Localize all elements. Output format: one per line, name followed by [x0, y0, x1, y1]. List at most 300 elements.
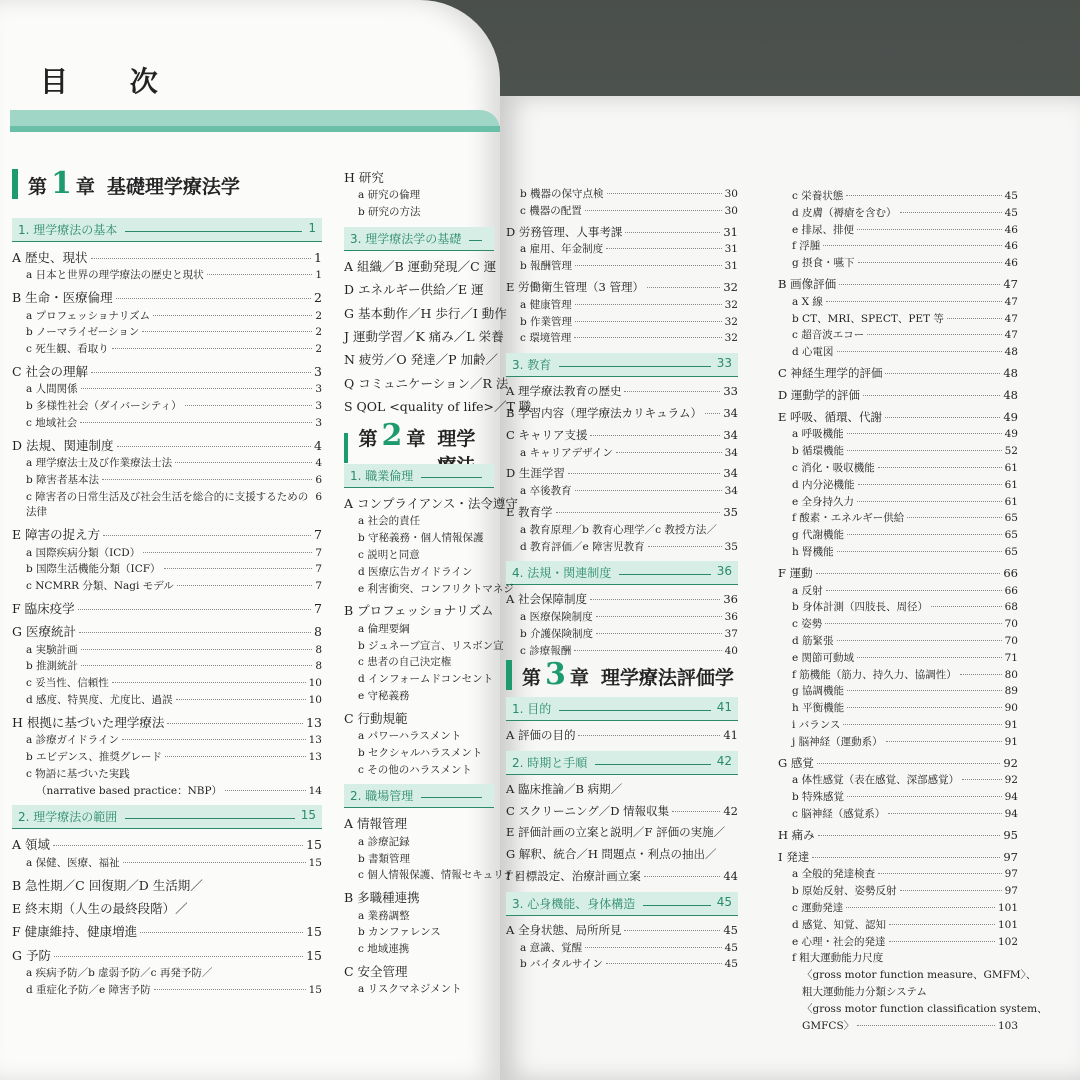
leader-dots: [578, 735, 720, 736]
page-number: 68: [1004, 601, 1018, 614]
leader-dots: [91, 258, 312, 259]
entry-label: S QOL <quality of life>／T 職: [344, 399, 532, 415]
leader-dots: [888, 813, 1001, 814]
page-number: 35: [724, 540, 738, 553]
page-number: 7: [315, 580, 322, 593]
entry-label: c 説明と同意: [358, 548, 420, 561]
toc-sub-entry: [12, 766, 322, 783]
leader-dots: [847, 433, 1002, 434]
entry-label: j 脳神経（運動系）: [792, 735, 883, 748]
page-number: 2: [315, 343, 322, 356]
leader-dots: [164, 568, 313, 569]
page-number: 45: [723, 922, 738, 937]
leader-dots: [847, 450, 1002, 451]
entry-label: B 画像評価: [778, 276, 837, 291]
toc-sub-entry: [778, 633, 1018, 650]
leader-dots: [177, 585, 313, 586]
page-number: 33: [723, 384, 738, 399]
toc-sub-entry: [778, 327, 1018, 344]
toc-main-entry: [506, 727, 738, 745]
toc-sub-entry: [344, 547, 494, 564]
leader-dots: [575, 304, 722, 305]
entry-label: A 組織／B 運動発現／C 運: [344, 258, 497, 274]
toc-column-4: [778, 188, 1048, 1034]
entry-label: d 皮膚（褥瘡を含む）: [792, 206, 897, 219]
page-number: 2: [315, 326, 322, 339]
page-number: 4: [315, 457, 322, 470]
toc-sub-entry: [506, 241, 738, 258]
entry-label: e 心理・社会的発達: [792, 935, 886, 948]
entry-label: F 運動: [778, 565, 813, 580]
page-number: 1: [315, 269, 322, 282]
entry-label: D 運動学的評価: [778, 387, 860, 402]
toc-sub-entry: [344, 941, 494, 958]
entry-label: a 全般的発達検査: [792, 868, 876, 881]
section-page: 36: [716, 564, 732, 579]
leader-dots: [122, 739, 306, 740]
toc-sub-entry: [778, 494, 1018, 511]
entry-label: b 推測統計: [26, 660, 79, 673]
page-number: 31: [724, 260, 738, 273]
toc-main-entry: [778, 387, 1018, 405]
section-title: 3. 心身機能、身体構造: [512, 896, 636, 911]
page-number: 15: [306, 837, 322, 853]
entry-label: b 介護保険制度: [520, 628, 594, 641]
toc-sub-entry: [12, 675, 322, 692]
toc-sub-entry: [506, 539, 738, 556]
entry-label: f 酸素・エネルギー供給: [792, 512, 905, 525]
toc-sub-entry: [778, 789, 1018, 806]
entry-label: 粗大運動能力分類システム: [802, 985, 927, 998]
toc-sub-entry: [778, 238, 1018, 255]
leader-dots: [556, 512, 721, 513]
entry-label: a 疾病予防／b 虚弱予防／c 再発予防／: [26, 967, 213, 980]
toc-main-entry: [12, 248, 322, 267]
entry-label: c 障害者の日常生活及び社会生活を総合的に支援するための法律: [26, 490, 309, 519]
section-page: 45: [716, 894, 732, 909]
entry-label: a 呼吸機能: [792, 428, 844, 441]
entry-label: c 運動発達: [792, 902, 844, 914]
chapter-1-heading: [12, 160, 322, 209]
toc-sub-entry: [778, 772, 1018, 789]
entry-label: a キャリアデザイン: [520, 446, 613, 459]
entry-label: c NCMRR 分類、Nagi モデル: [26, 580, 174, 593]
entry-label: e 排尿、排便: [792, 223, 855, 236]
chapter-prefix: 第: [358, 428, 378, 450]
entry-label: a 理学療法士及び作業療法士法: [26, 457, 173, 470]
toc-column-3: [506, 186, 738, 660]
entry-label: H 痛み: [778, 827, 815, 842]
leader-dots: [816, 573, 1001, 574]
toc-main-entry: [344, 709, 494, 728]
entry-label: B 生命・医療倫理: [12, 290, 113, 306]
entry-label: a 雇用、年金制度: [520, 243, 604, 256]
entry-label: b 特殊感覚: [792, 791, 845, 804]
page-number: 41: [723, 728, 738, 742]
section-title: 1. 目的: [512, 702, 552, 716]
entry-label: C 神経生理学的評価: [778, 365, 883, 380]
entry-label: a 社会的責任: [358, 515, 421, 528]
toc-main-entry: [12, 622, 322, 641]
page-number: 49: [1003, 409, 1018, 424]
toc-sub-entry: [778, 443, 1018, 460]
toc-sub-entry: [12, 965, 322, 982]
page-number: 7: [314, 600, 322, 616]
page-number: 32: [724, 298, 738, 311]
toc-sub-entry: [778, 917, 1018, 934]
section-title: 4. 法規・関連制度: [512, 566, 612, 581]
leader-dots: [585, 210, 722, 211]
chapter-bar: [12, 169, 18, 199]
page-number: 94: [1004, 791, 1018, 804]
page-number: 42: [723, 803, 738, 818]
entry-label: A 領域: [12, 837, 51, 853]
section-rule: [125, 221, 302, 232]
leader-dots: [839, 284, 1000, 285]
section-rule: [421, 467, 482, 478]
leader-dots: [606, 248, 722, 249]
leader-dots: [81, 388, 313, 389]
entry-label: c 環境管理: [520, 332, 572, 345]
entry-label: c 診療報酬: [520, 644, 572, 657]
toc-sub-entry: [778, 460, 1018, 477]
entry-label: a 体性感覚（表在感覚、深部感覚）: [792, 774, 960, 787]
toc-main-entry: [506, 405, 738, 423]
toc-sub-entry: [778, 188, 1018, 205]
toc-sub-entry: [778, 205, 1018, 222]
leader-dots: [812, 857, 1000, 858]
page-number: 3: [315, 383, 322, 396]
entry-label: A 臨床推論／B 病期／: [506, 781, 623, 796]
page-number: 46: [1004, 240, 1018, 253]
page-number: 48: [1003, 365, 1018, 380]
toc-sub-entry: [12, 489, 322, 522]
entry-label: A 全身状態、局所所見: [506, 922, 622, 937]
entry-label: a 診療記録: [358, 835, 410, 848]
page-number: 91: [1004, 735, 1018, 748]
entry-label: e 全身持久力: [792, 495, 855, 508]
leader-dots: [78, 609, 311, 610]
page-number: 15: [308, 983, 322, 996]
page-number: 48: [1003, 387, 1018, 402]
toc-main-entry: [12, 525, 322, 544]
leader-dots: [960, 674, 1002, 675]
entry-label: D 労務管理、人事考課: [506, 224, 623, 239]
toc-entry: [344, 280, 494, 299]
toc-main-entry: [344, 168, 494, 187]
page-number: 66: [1003, 565, 1018, 580]
entry-label: a 人間関係: [26, 383, 78, 396]
toc-sub-entry: [344, 728, 494, 745]
toc-sub-entry: [778, 1018, 1018, 1035]
entry-label: b 書類管理: [358, 852, 411, 865]
leader-dots: [867, 334, 1001, 335]
toc-sub-entry: [778, 934, 1018, 951]
right-page: [500, 96, 1080, 1080]
page-number: 97: [1004, 885, 1018, 898]
chapter-bar: [506, 660, 512, 690]
toc-sub-entry: [506, 258, 738, 275]
leader-dots: [103, 535, 311, 536]
toc-main-entry: [12, 713, 322, 732]
chapter-number: 1: [51, 166, 72, 201]
leader-dots: [846, 195, 1001, 196]
entry-label: 〈gross motor function measure、GMFM〉、: [802, 969, 1037, 982]
toc-sub-entry: [778, 734, 1018, 751]
toc-sub-entry: [344, 688, 494, 705]
entry-label: c 死生観、看取り: [26, 343, 109, 356]
chapter-title: 理学療法評価学: [600, 667, 734, 689]
entry-label: c 地域連携: [358, 943, 410, 956]
toc-sub-entry: [778, 900, 1018, 917]
leader-dots: [648, 546, 722, 547]
leader-dots: [886, 741, 1002, 742]
entry-label: b 多様性社会（ダイバーシティ）: [26, 400, 182, 413]
page-number: 40: [724, 644, 738, 657]
page-number: 3: [314, 363, 322, 379]
entry-label: Q コミュニケーション／R 法: [344, 375, 509, 391]
chapter-number: 2: [381, 418, 403, 453]
entry-label: b ノーマライゼーション: [26, 326, 140, 339]
entry-label: D 法規、関連制度: [12, 437, 114, 453]
entry-label: E 教育学: [506, 505, 553, 520]
toc-main-entry: [506, 465, 738, 483]
section-rule: [421, 787, 482, 798]
entry-label: b 機器の保守点検: [520, 188, 604, 200]
page-number: 45: [724, 941, 738, 954]
chapter-title: 理学: [437, 428, 476, 450]
page-number: 66: [1004, 584, 1018, 597]
entry-label: G 基本動作／H 歩行／I 動作: [344, 305, 507, 321]
toc-sub-entry: [344, 762, 494, 779]
entry-label: c 地域社会: [26, 416, 78, 429]
leader-dots: [847, 707, 1002, 708]
leader-dots: [885, 373, 1000, 374]
entry-label: e 利害衝突、コンフリクトマネジ: [358, 582, 514, 595]
page-number: 34: [724, 446, 738, 459]
page-number: 65: [1004, 512, 1018, 525]
section-header: [506, 353, 738, 377]
toc-sub-entry: [12, 324, 322, 341]
toc-sub-entry: [12, 398, 322, 415]
entry-label: b セクシャルハラスメント: [358, 746, 483, 759]
entry-label: A 理学療法教育の歴史: [506, 384, 622, 399]
entry-label: c 個人情報保護、情報セキュリティ: [358, 869, 524, 882]
toc-sub-entry: [344, 564, 494, 581]
toc-main-entry: [12, 835, 322, 854]
toc-entry: [344, 304, 507, 323]
leader-dots: [143, 552, 312, 553]
page-number: 3: [315, 400, 322, 413]
leader-dots: [847, 534, 1002, 535]
page-number: 15: [306, 947, 322, 963]
page-number: 97: [1004, 868, 1018, 881]
entry-label: b 作業管理: [520, 315, 573, 328]
page-number: 61: [1004, 495, 1018, 508]
entry-label: a 反射: [792, 584, 823, 597]
page-number: 14: [308, 784, 322, 797]
chapter-title: 基礎理学療法学: [106, 176, 240, 198]
page-number: 45: [724, 958, 738, 971]
section-rule: [125, 808, 294, 819]
section-rule: [469, 230, 482, 241]
toc-sub-entry: [12, 267, 322, 284]
leader-dots: [142, 331, 312, 332]
toc-sub-entry: [778, 294, 1018, 311]
entry-label: h 平衡機能: [792, 702, 845, 715]
toc-sub-entry: [12, 455, 322, 472]
page-number: 10: [308, 677, 322, 690]
entry-label: d 心電図: [792, 346, 834, 359]
toc-sub-entry: [344, 745, 494, 762]
toc-entry: [12, 899, 322, 918]
entry-label: E 呼吸、循環、代謝: [778, 409, 883, 424]
leader-dots: [102, 479, 312, 480]
entry-label: d 内分泌機能: [792, 478, 855, 491]
toc-sub-entry: [778, 599, 1018, 616]
toc-sub-entry: [778, 650, 1018, 667]
page-number: 95: [1003, 827, 1018, 842]
entry-label: a 研究の倫理: [358, 189, 421, 202]
leader-dots: [81, 665, 312, 666]
leader-dots: [606, 963, 722, 964]
page-number: 65: [1004, 546, 1018, 558]
entry-label: b カンファレンス: [358, 926, 441, 939]
leader-dots: [672, 811, 720, 812]
leader-dots: [91, 372, 311, 373]
leader-dots: [647, 287, 720, 288]
toc-sub-entry: [344, 851, 494, 868]
page-number: 6: [315, 473, 322, 486]
entry-label: B 多職種連携: [344, 890, 420, 906]
toc-sub-entry: [506, 186, 738, 203]
entry-label: b CT、MRI、SPECT、PET 等: [792, 312, 944, 325]
entry-label: a 健康管理: [520, 298, 572, 311]
leader-dots: [153, 315, 312, 316]
toc-sub-entry: [778, 527, 1018, 544]
toc-main-entry: [12, 362, 322, 381]
toc-sub-entry: [778, 510, 1018, 527]
entry-label: B 学習内容（理学療法カリキュラム）: [506, 406, 702, 421]
page-number: 89: [1004, 685, 1018, 698]
toc-main-entry: [12, 436, 322, 455]
leader-dots: [847, 690, 1002, 691]
page-number: 47: [1004, 295, 1018, 308]
page-number: 7: [314, 527, 322, 543]
toc-sub-entry: [12, 578, 322, 595]
entry-label: g 協調機能: [792, 685, 845, 698]
toc-sub-entry: [778, 583, 1018, 600]
page-number: 49: [1004, 428, 1018, 441]
page-number: 70: [1004, 635, 1018, 647]
toc-sub-entry: [778, 255, 1018, 272]
toc-sub-entry: [344, 513, 494, 530]
entry-label: d 感覚、知覚、認知: [792, 918, 887, 931]
section-rule: [595, 754, 710, 765]
toc-sub-entry: [12, 472, 322, 489]
page-number: 34: [723, 427, 738, 442]
leader-dots: [885, 417, 1000, 418]
page-number: 65: [1004, 529, 1018, 542]
page-number: 1: [314, 250, 322, 265]
section-header: [506, 561, 738, 585]
entry-label: E 労働衛生管理（3 管理）: [506, 280, 645, 294]
page-number: 7: [315, 546, 322, 559]
toc-entry: [344, 350, 499, 369]
entry-label: G 予防: [12, 947, 51, 963]
toc-sub-entry: [506, 297, 738, 314]
page-number: 47: [1003, 276, 1018, 291]
leader-dots: [625, 232, 720, 233]
toc-entry: [344, 257, 497, 276]
toc-main-entry: [12, 599, 322, 618]
leader-dots: [858, 484, 1002, 485]
page-number: 103: [997, 1019, 1018, 1032]
section-title: 2. 理学療法の範囲: [18, 810, 118, 825]
page-number: 30: [724, 188, 738, 200]
entry-label: h 腎機能: [792, 546, 834, 558]
leader-dots: [575, 321, 722, 322]
entry-label: D エネルギー供給／E 運: [344, 282, 484, 298]
toc-main-entry: [506, 504, 738, 522]
leader-dots: [176, 699, 306, 700]
page-number: 36: [723, 592, 738, 607]
leader-dots: [846, 907, 995, 908]
toc-sub-entry: [344, 581, 514, 598]
page-number: 80: [1004, 668, 1018, 681]
toc-sub-entry: [506, 330, 738, 347]
toc-sub-entry: [778, 883, 1018, 900]
leader-dots: [568, 473, 720, 474]
leader-dots: [826, 301, 1002, 302]
leader-dots: [53, 845, 303, 846]
toc-sub-entry: [344, 638, 504, 655]
page-number: 2: [314, 290, 322, 306]
page-number: 47: [1004, 312, 1018, 325]
toc-entry: [12, 876, 322, 895]
page-number: 61: [1004, 478, 1018, 491]
entry-label: G 感覚: [778, 755, 814, 770]
toc-main-entry: [778, 755, 1018, 773]
entry-label: A 歴史、現状: [12, 250, 88, 265]
page-number: 31: [724, 243, 738, 256]
toc-sub-entry: [778, 222, 1018, 239]
toc-main-entry: [344, 494, 518, 513]
leader-dots: [857, 501, 1002, 502]
entry-label: （narrative based practice：NBP）: [36, 784, 223, 797]
entry-label: c その他のハラスメント: [358, 763, 472, 776]
toc-sub-entry: [778, 806, 1018, 823]
leader-dots: [843, 724, 1001, 725]
toc-sub-entry: [506, 314, 738, 331]
leader-dots: [123, 862, 306, 863]
toc-sub-entry: [778, 683, 1018, 700]
leader-dots: [225, 790, 306, 791]
section-rule: [559, 700, 710, 711]
page-number: 48: [1004, 346, 1018, 359]
entry-label: F 健康維持、健康増進: [12, 924, 138, 940]
leader-dots: [705, 413, 720, 414]
page-number: 52: [1004, 445, 1018, 458]
entry-label: b 報酬管理: [520, 260, 573, 273]
entry-label: g 摂食・嚥下: [792, 257, 855, 270]
entry-label: a 倫理要綱: [358, 622, 410, 635]
leader-dots: [81, 649, 313, 650]
toc-main-entry: [506, 922, 738, 940]
entry-label: B 急性期／C 回復期／D 生活期／: [12, 877, 203, 893]
page-number: 71: [1004, 651, 1018, 664]
leader-dots: [818, 835, 1001, 836]
